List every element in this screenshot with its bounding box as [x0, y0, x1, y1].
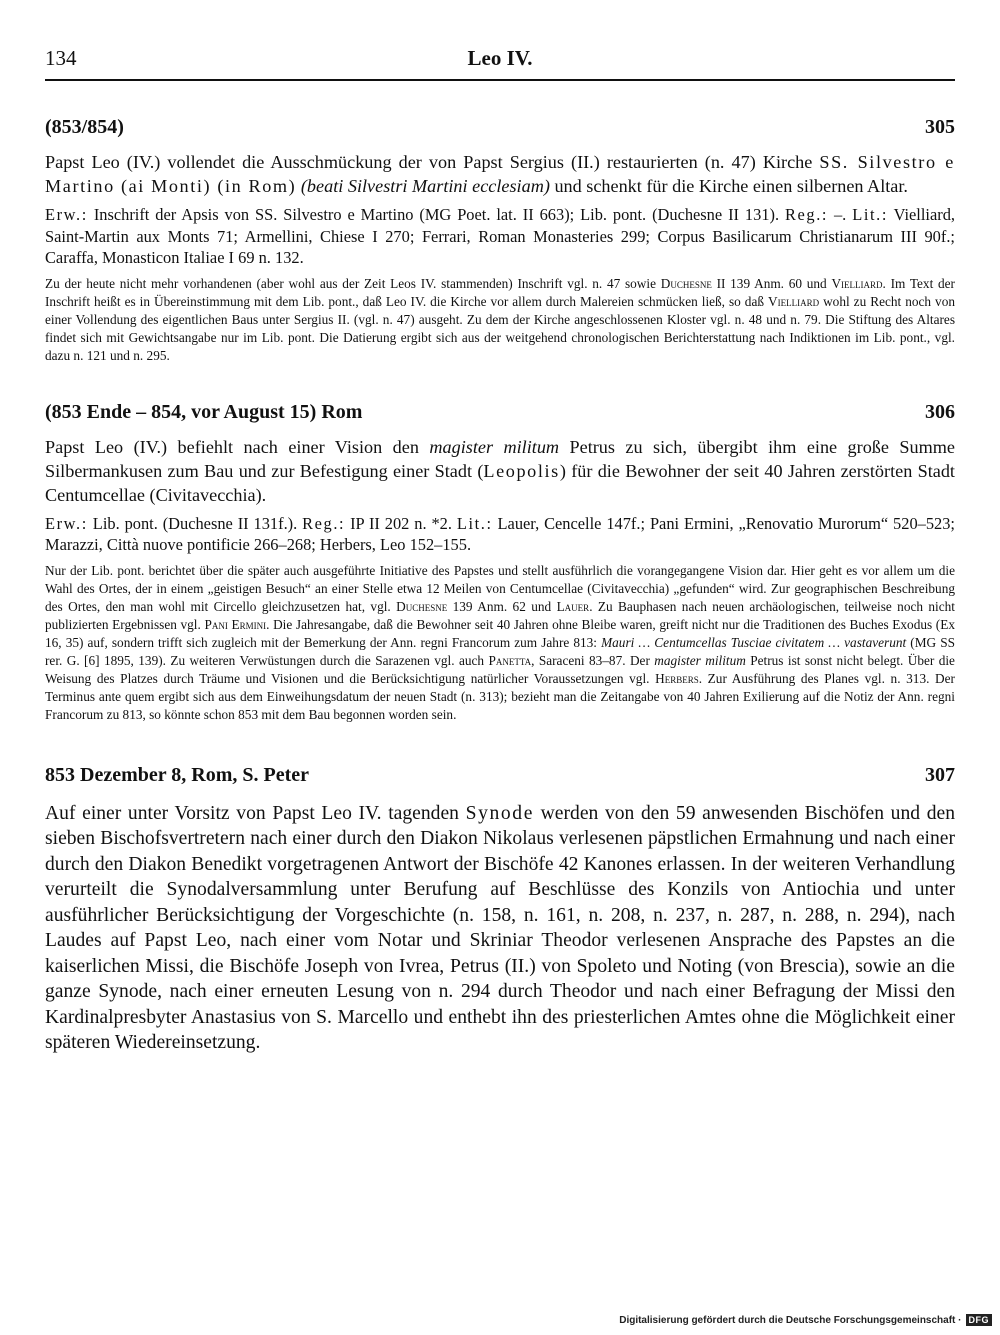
entry-heading — [45, 401, 955, 424]
text-run: . Zur Ausführung des Planes vgl. n. 313. Der Terminus ante quem ergibt sich aus dem Einweihungsdatum der neuen Stadt (n. 313); bezieht man die Zeitangabe von 40 Jahren Exilierung auf die Notiz der Ann. regni Francorum zu 813, so könnte schon 853 mit dem Bau begonnen worden sein. — [45, 670, 955, 722]
text-run: Erw.: — [45, 513, 88, 533]
text-run: Lit.: — [852, 205, 888, 224]
text-run: . Im Text der Inschrift heißt es in Übereinstimmung mit dem Lib. pont., daß Leo IV. die Kirche vor allem durch Malereien schmücken ließ, so daß — [45, 275, 955, 309]
text-run: Auf einer unter Vorsitz von Papst Leo IV. tagenden — [45, 802, 466, 824]
text-run: (MG SS rer. G. [6] 1895, 139). Zu weiteren Verwüstungen durch die Sarazenen vgl. auch — [45, 634, 955, 668]
regest-entry-307 — [45, 764, 955, 1056]
page-number: 134 — [45, 46, 77, 70]
entry-summary — [45, 801, 955, 1056]
text-run: Petrus ist sonst nicht belegt. Über die Weisung des Platzes durch Träume und Visionen und die Berücksichtigung natürlicher Voraussetzungen vgl. — [45, 652, 955, 686]
text-run: Erw.: — [45, 205, 88, 224]
entry-date: (853 Ende – 854, vor August 15) Rom — [45, 400, 363, 423]
text-run: Mauri … Centumcellas Tusciae civitatem … vastaverunt — [601, 634, 907, 650]
text-run: Petrus zu sich, übergibt ihm eine große Summe Silbermankusen zum Bau und zur Befestigung einer Stadt ( — [45, 436, 955, 481]
entry-number: 306 — [925, 400, 955, 423]
entry-number: 305 — [925, 116, 955, 138]
text-run: Reg.: — [785, 205, 829, 224]
text-run: Vielliard — [768, 293, 820, 309]
header-rule — [45, 79, 955, 81]
page-header — [45, 46, 955, 80]
text-run: Papst Leo (IV.) vollendet die Ausschmückung der von Papst Sergius (II.) restaurierten (n. 47) Kirche — [45, 152, 820, 172]
digitization-footer — [619, 1314, 992, 1326]
entry-date: 853 Dezember 8, Rom, S. Peter — [45, 763, 309, 786]
text-run: IP II 202 n. *2. — [345, 513, 457, 533]
text-run: (beati Silvestri Martini ecclesiam) — [300, 176, 550, 196]
text-run: Pani Ermini — [204, 616, 267, 632]
text-run: –. — [828, 205, 853, 224]
dfg-logo: DFG — [966, 1314, 993, 1326]
text-run: Vielliard, Saint-Martin aux Monts 71; Armellini, Chiese I 270; Ferrari, Roman Monasteries 299; Corpus Basilicarum Christianarum III 90f.; Caraffa, Monasticon Italiae I 69 n. 132. — [45, 205, 955, 267]
text-run: Lauer, Cencelle 147f.; Pani Ermini, „Renovatio Murorum“ 520–523; Marazzi, Città nuove pontificie 266–268; Herbers, Leo 152–155. — [45, 513, 955, 554]
text-run: 139 Anm. 62 und — [447, 598, 557, 614]
text-run: magister militum — [429, 436, 560, 457]
text-run: Lib. pont. (Duchesne II 131f.). — [87, 513, 303, 533]
entry-commentary — [45, 275, 955, 365]
text-run: Herbers — [655, 670, 699, 686]
regest-entry-306 — [45, 401, 955, 724]
text-run: SS. Silvestro e Martino (ai Monti) (in Rom) — [45, 152, 955, 196]
entry-references — [45, 204, 955, 269]
text-run: Duchesne — [396, 598, 448, 614]
text-run: Leopolis — [483, 460, 560, 481]
text-run: Papst Leo (IV.) befiehlt nach einer Vision den — [45, 436, 430, 457]
running-title: Leo IV. — [467, 46, 533, 70]
text-run: Lit.: — [456, 513, 493, 533]
entry-heading — [45, 116, 955, 139]
entry-heading — [45, 764, 955, 787]
text-run: . Zu Bauphasen nach neuen archäologischen, teilweise noch nicht publizierten Ergebnissen vgl. — [45, 598, 955, 632]
text-run: Lauer — [556, 598, 590, 614]
entry-summary — [45, 150, 955, 198]
text-run: ) für die Bewohner der seit 40 Jahren zerstörten Stadt Centumcellae (Civitavecchia). — [45, 460, 955, 505]
footer-credit: Digitalisierung gefördert durch die Deutsche Forschungsgemeinschaft · — [619, 1314, 962, 1326]
entry-date: (853/854) — [45, 116, 124, 138]
text-run: Panetta — [488, 652, 532, 668]
text-run: Reg.: — [302, 513, 346, 533]
entry-references — [45, 513, 955, 556]
text-run: Duchesne — [660, 275, 712, 291]
text-run: . Die Jahresangabe, daß die Bewohner seit 40 Jahren ohne Bleibe waren, greift nicht nur die Traditionen des Buches Exodus (Ex 16, 35) auf, sondern trifft sich zugleich mit der Bemerkung der Ann. regni Francorum zum Jahre 813: — [45, 616, 956, 650]
text-run: magister militum — [654, 652, 746, 668]
text-run: Nur der Lib. pont. berichtet über die später auch ausgeführte Initiative des Papstes und stellt ausführlich die vorangegangene Vision dar. Hier geht es vor allem um die Wahl des Ortes, der in einem „geistigen Besuch“ an einer Stelle etwa 12 Meilen von Centumcellae (Civitavecchia) „gefunden“ wird. Zur geographischen Beschreibung des Ortes, den man wohl mit Circello gleichzusetzen hat, vgl. — [45, 562, 955, 614]
text-run: , Saraceni 83–87. Der — [531, 652, 655, 668]
regest-entry-305 — [45, 116, 955, 365]
text-run: II 139 Anm. 60 und — [711, 275, 832, 291]
document-page — [45, 46, 955, 1056]
entry-number: 307 — [925, 763, 955, 786]
text-run: Synode — [465, 802, 534, 824]
entry-commentary — [45, 562, 955, 724]
text-run: wohl zu Recht noch von einer Vollendung des eigentlichen Baus unter Sergius II. (vgl. n. 47) ausgeht. Zu dem der Kirche angeschlossenen Kloster vgl. n. 48 und n. 79. Die Stiftung des Altares findet sich mit Gewichtsangabe nur im Lib. pont. Die Datierung ergibt sich aus der weitgehend chronologischen Berichterstattung nach Indiktionen im Lib. pont., vgl. dazu n. 121 und n. 295. — [45, 293, 955, 363]
text-run: werden von den 59 anwesenden Bischöfen und den sieben Bischofsvertretern nach einer durch den Diakon Nikolaus verlesenen päpstlichen Ermahnung und nach einer durch den Diakon Benedikt vorgetragenen Antwort der Bischöfe 42 Kanones erlassen. In der weiteren Verhandlung verurteilt die Synodalversammlung unter Berufung auf Beschlüsse des Konzils von Antiochia und unter ausführlicher Berücksichtigung der Vorgeschichte (n. 158, n. 161, n. 208, n. 237, n. 287, n. 288, n. 294), nach Laudes auf Papst Leo, nach einer vom Notar und Skriniar Theodor verlesenen Ansprache des Papstes an die kaiserlichen Missi, die Bischöfe Joseph von Ivrea, Petrus (II.) von Spoleto und Noting (von Brescia), sowie an die ganze Synode, nach einer erneuten Lesung von n. 294 durch Theodor und nach einer Befragung der Missi den Kardinalpresbyter Anastasius von S. Marcello und enthebt ihn des priesterlichen Amtes ohne die Möglichkeit einer späteren Wiedereinsetzung. — [45, 802, 955, 1053]
entry-summary — [45, 435, 955, 507]
text-run: Vielliard — [831, 275, 883, 291]
text-run: und schenkt für die Kirche einen silbernen Altar. — [549, 176, 908, 196]
text-run: Zu der heute nicht mehr vorhandenen (aber wohl aus der Zeit Leos IV. stammenden) Inschrift vgl. n. 47 sowie — [45, 275, 661, 291]
text-run: Inschrift der Apsis von SS. Silvestro e Martino (MG Poet. lat. II 663); Lib. pont. (Duchesne II 131). — [87, 205, 785, 224]
